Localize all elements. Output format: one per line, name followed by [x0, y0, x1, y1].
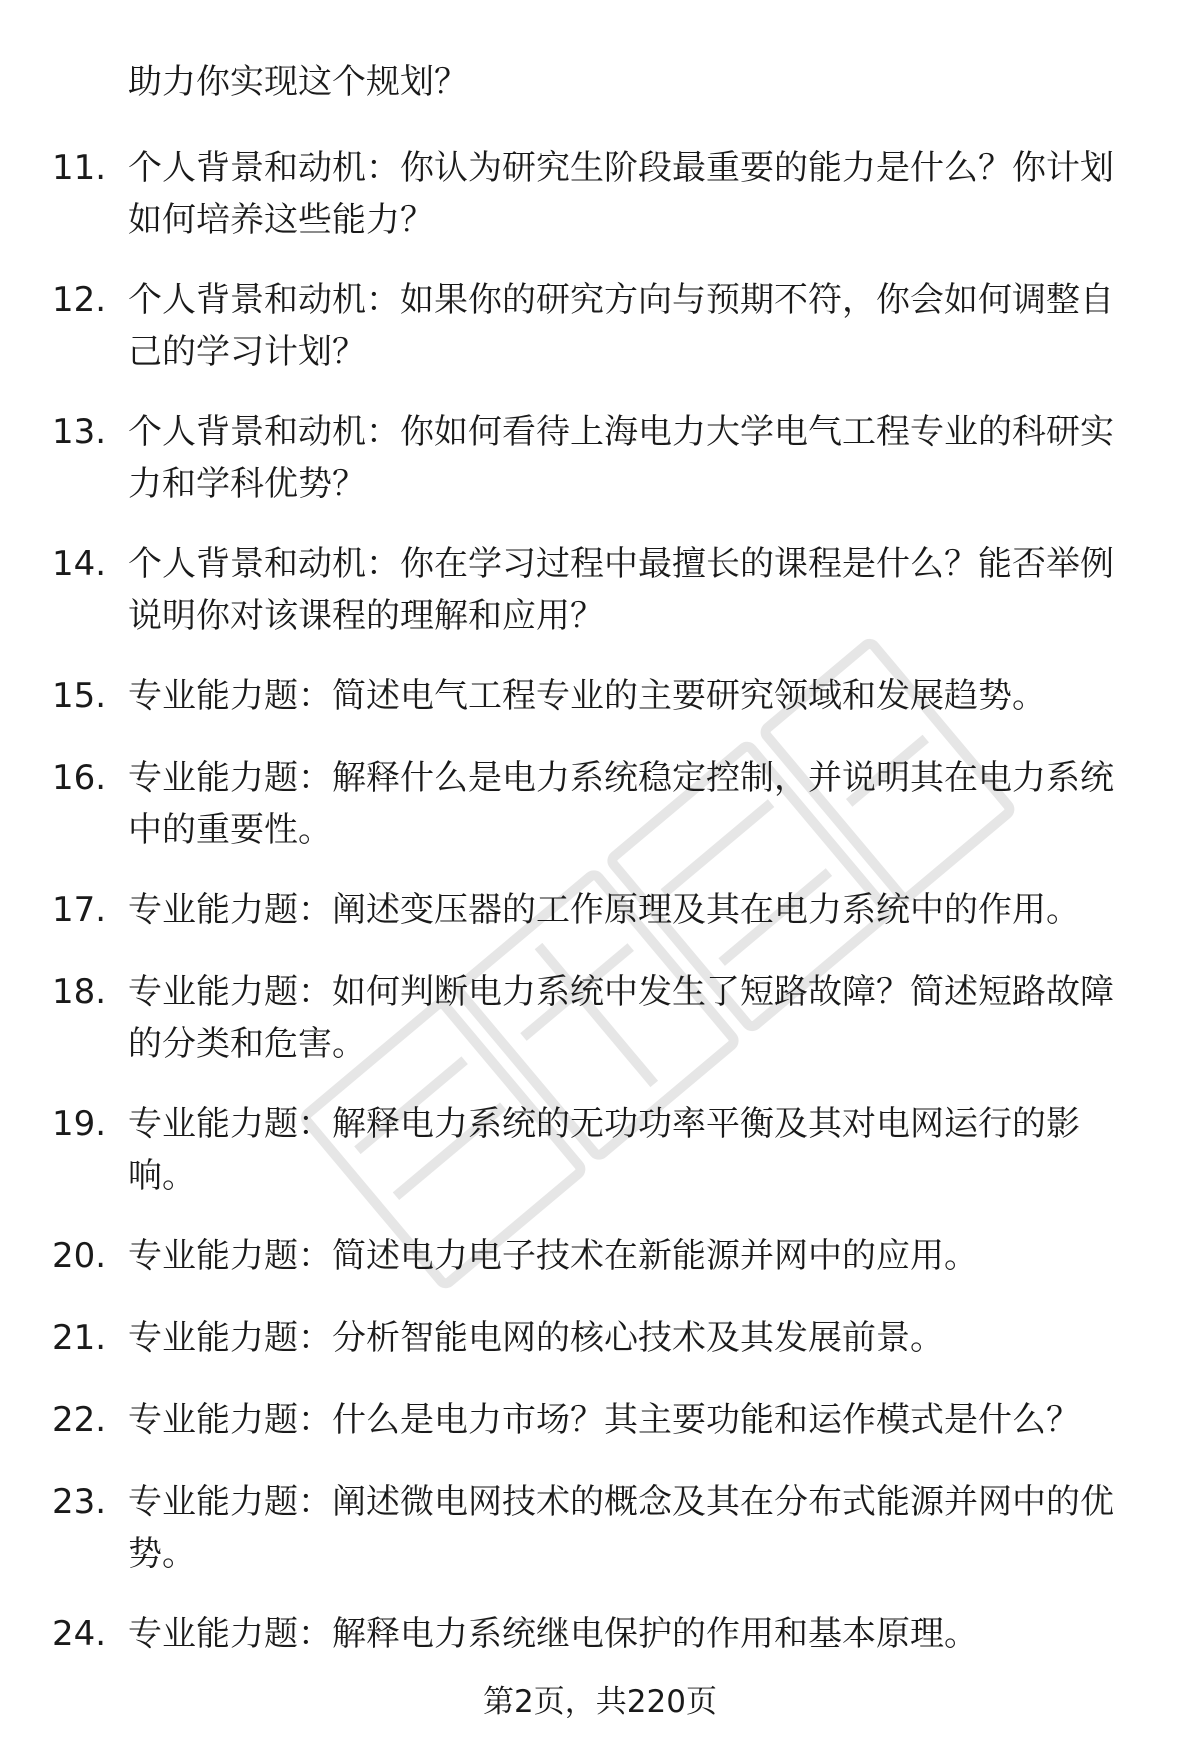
page-footer: 第2页，共220页 — [483, 1684, 717, 1720]
question-text: 个人背景和动机：你认为研究生阶段最重要的能力是什么？你计划如何培养这些能力？ — [128, 148, 1114, 240]
question-item — [0, 142, 1200, 246]
question-text: 专业能力题：简述电力电子技术在新能源并网中的应用。 — [128, 1236, 978, 1276]
question-item — [0, 538, 1200, 642]
question-text: 个人背景和动机：如果你的研究方向与预期不符，你会如何调整自己的学习计划？ — [128, 280, 1114, 372]
question-number: 20. — [52, 1236, 107, 1276]
question-item — [0, 966, 1200, 1070]
question-number: 14. — [52, 544, 107, 584]
question-item — [0, 1098, 1200, 1202]
question-item — [0, 1230, 1200, 1282]
question-item — [0, 406, 1200, 510]
question-number: 24. — [52, 1614, 107, 1654]
question-item — [0, 1608, 1200, 1660]
question-text: 专业能力题：阐述变压器的工作原理及其在电力系统中的作用。 — [128, 890, 1080, 930]
question-number: 12. — [52, 280, 107, 320]
question-item — [0, 884, 1200, 936]
question-item — [0, 752, 1200, 856]
question-number: 13. — [52, 412, 107, 452]
question-number: 23. — [52, 1482, 107, 1522]
question-number: 15. — [52, 676, 107, 716]
question-list — [0, 142, 1200, 1690]
question-text: 专业能力题：解释电力系统的无功功率平衡及其对电网运行的影响。 — [128, 1104, 1080, 1196]
question-text: 个人背景和动机：你如何看待上海电力大学电气工程专业的科研实力和学科优势？ — [128, 412, 1114, 504]
question-item — [0, 1476, 1200, 1580]
question-number: 18. — [52, 972, 107, 1012]
question-number: 22. — [52, 1400, 107, 1440]
question-item — [0, 670, 1200, 722]
question-number: 16. — [52, 758, 107, 798]
question-text: 专业能力题：解释电力系统继电保护的作用和基本原理。 — [128, 1614, 978, 1654]
question-item — [0, 1394, 1200, 1446]
question-text: 专业能力题：什么是电力市场？其主要功能和运作模式是什么？ — [128, 1400, 1080, 1440]
question-item — [0, 1312, 1200, 1364]
question-text: 专业能力题：如何判断电力系统中发生了短路故障？简述短路故障的分类和危害。 — [128, 972, 1114, 1064]
continuation-text: 助力你实现这个规划？ — [128, 62, 468, 102]
question-number: 21. — [52, 1318, 107, 1358]
question-text: 专业能力题：分析智能电网的核心技术及其发展前景。 — [128, 1318, 944, 1358]
question-number: 19. — [52, 1104, 107, 1144]
question-number: 17. — [52, 890, 107, 930]
question-text: 专业能力题：简述电气工程专业的主要研究领域和发展趋势。 — [128, 676, 1046, 716]
question-number: 11. — [52, 148, 107, 188]
question-text: 个人背景和动机：你在学习过程中最擅长的课程是什么？能否举例说明你对该课程的理解和应用？ — [128, 544, 1114, 636]
question-text: 专业能力题：解释什么是电力系统稳定控制，并说明其在电力系统中的重要性。 — [128, 758, 1114, 850]
question-item — [0, 274, 1200, 378]
question-text: 专业能力题：阐述微电网技术的概念及其在分布式能源并网中的优势。 — [128, 1482, 1114, 1574]
